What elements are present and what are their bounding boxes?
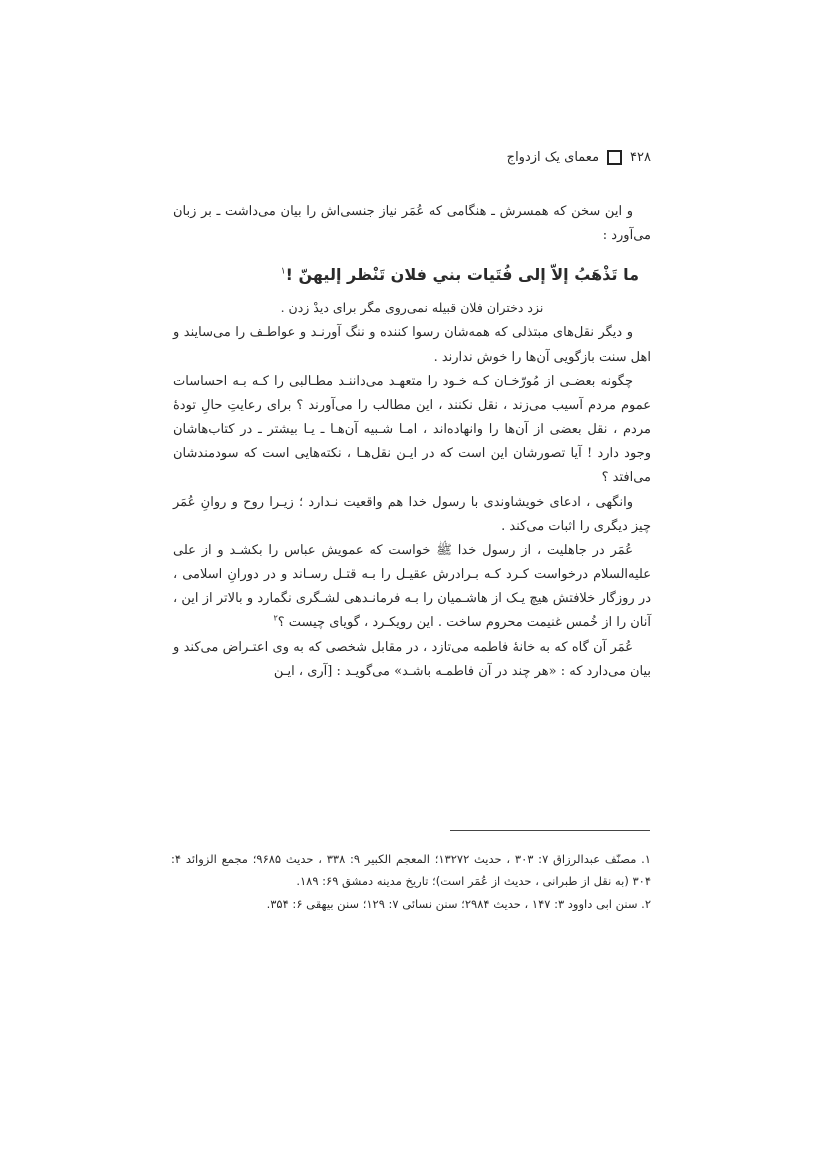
main-text [173,200,651,684]
paragraph-6: عُمَر آن گاه که به خانهٔ فاطمه می‌تازد ، در مقابل شخصی که به وی اعتـراض می‌کند و بیان می‌دارد که : «هر چند در آن فاطمـه باشـد» می‌گویـد : [آری ، ایـن [173,639,651,679]
running-header [507,150,651,165]
quote-translation: نزد دختران فلان قبیله نمی‌روی مگر برای دیدْ زدن . [280,300,544,316]
square-ornament-icon [607,150,622,165]
footnotes [171,848,651,915]
footnote-1: ۱. مصنّف عبدالرزاق ۷: ۳۰۳ ، حدیث ۱۳۲۷۲؛ المعجم الکبیر ۹: ۳۳۸ ، حدیث ۹۶۸۵؛ مجمع الزوائد ۴: ۳۰۴ (به نقل از طبرانی ، حدیث از عُمَر است)؛ تاریخ مدینه دمشق ۶۹: ۱۸۹. [171,852,651,889]
paragraph-3: چگونه بعضـی از مُورّخـان کـه خـود را متعهـد می‌داننـد مطـالبی را کـه بـه احساسات عموم مردم آسیب می‌زند ، نقل نکنند ، این مطالب را می‌آورند ؟ برای رعایتِ حالِ تودهٔ مردم ، نقل بعضی از آن‌ها را وانهاده‌اند ، امـا شـبیه آن‌هـا ـ یـا بیشتر ـ در کتاب‌هاشان وجود دارد ! آیا تصورشان این است که در ایـن نقل‌هـا ، نکته‌هایی است که سودمندشان می‌افتد ؟ [173,373,651,486]
arabic-quote [173,260,651,290]
footnote-2: ۲. سنن ابی داوود ۳: ۱۴۷ ، حدیث ۲۹۸۴؛ سنن نسائی ۷: ۱۲۹؛ سنن بیهقی ۶: ۳۵۴. [266,896,651,911]
paragraph-5 [173,539,651,636]
footnote-divider [450,830,650,831]
paragraph-1: و این سخن که همسرش ـ هنگامی که عُمَر نیاز جنسی‌اش را بیان می‌داشت ـ بر زبان می‌آورد : [173,204,651,244]
arabic-quote-text: ما تَذْهَبُ إلاّ إلى فُتَيات بني فلان تَنْظر إليهنّ ! [285,265,639,285]
paragraph-5-text: عُمَر در جاهلیت ، از رسول خدا ﷺ خواست که عمویش عباس را بکشـد و از علی علیه‌السلام درخواست کـرد کـه بـرادرش عقیـل را بـه قتـل رسـاند و در دورانِ اسلامی ، در روزگار خلافتش هیچ یـک از هاشـمیان را بـه فرمانـدهی لشـگری نگمارد و بالاتر از این ، آنان را از خُمس غنیمت محروم ساخت . این رویکـرد ، گویای چیست ؟ [173,542,651,631]
page-number: ۴۲۸ [630,150,651,165]
running-title: معمای یک ازدواج [506,150,600,165]
footnote-ref-1: ۱ [280,267,286,278]
paragraph-4: وانگهی ، ادعای خویشاوندی با رسول خدا هم واقعیت نـدارد ؛ زیـرا روح و روانِ عُمَر چیز دیگری را اثبات می‌کند . [173,494,651,534]
footnote-ref-2: ۲ [273,614,278,624]
paragraph-2: و دیگر نقل‌های مبتذلی که همه‌شان رسوا کننده و ننگ آورنـد و عواطـف را می‌سایند و اهل سنت بازگویی آن‌ها را خوش ندارند . [173,325,651,365]
